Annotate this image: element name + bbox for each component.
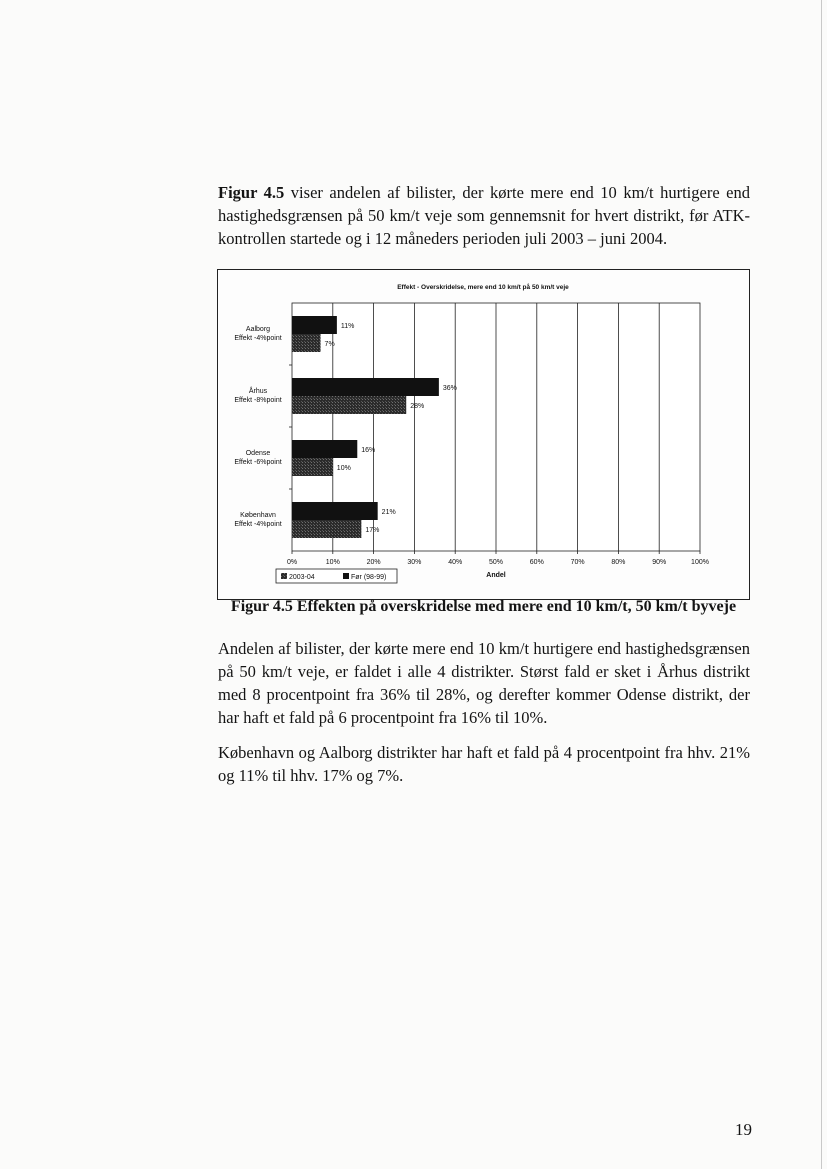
figure-frame xyxy=(217,269,750,600)
category-effect-label: Effekt -4%point xyxy=(234,335,282,342)
bar-before xyxy=(292,378,439,396)
bar-after xyxy=(292,334,321,352)
legend-entry: Før (98-99) xyxy=(351,574,387,581)
page-number: 19 xyxy=(735,1120,752,1139)
bar-before xyxy=(292,502,378,520)
bar-after xyxy=(292,458,333,476)
data-label: 28% xyxy=(410,403,425,410)
body-paragraph: Andelen af bilister, der kørte mere end 10 km/t hurtigere end hastighedsgrænsen på 50 km/t veje, er faldet i alle 4 distrikter. Størst fald er sket i Århus distrikt med 8 procentpoint fra 36% til 28%, og derefter kommer Odense distrikt, der har haft et fald på 6 procentpoint fra 16% til 10%. xyxy=(218,639,750,727)
x-tick-label: 70% xyxy=(570,559,585,566)
data-label: 7% xyxy=(324,341,335,348)
x-axis-label: Andel xyxy=(486,572,506,579)
figure-caption: Figur 4.5 Effekten på overskridelse med mere end 10 km/t, 50 km/t byveje xyxy=(230,598,737,615)
x-tick-label: 90% xyxy=(652,559,667,566)
category-label: Odense xyxy=(245,450,271,457)
body-paragraph: København og Aalborg distrikter har haft et fald på 4 procentpoint fra hhv. 21% og 11% til hhv. 17% og 7%. xyxy=(218,743,750,785)
category-label: København xyxy=(240,512,276,519)
x-tick-label: 50% xyxy=(488,559,504,566)
intro-paragraph xyxy=(218,181,750,250)
data-label: 11% xyxy=(340,323,355,330)
chart-title: Effekt - Overskridelse, mere end 10 km/t på 50 km/t veje xyxy=(397,284,569,291)
data-label: 21% xyxy=(381,509,396,516)
data-label: 16% xyxy=(361,447,376,454)
legend-swatch xyxy=(343,573,349,579)
figure-reference: Figur 4.5 xyxy=(218,183,285,202)
x-tick-label: 40% xyxy=(448,559,463,566)
plot-area xyxy=(234,303,709,583)
x-tick-label: 100% xyxy=(691,559,709,566)
x-tick-label: 60% xyxy=(529,559,544,566)
bar-before xyxy=(292,440,357,458)
category-label: Århus xyxy=(248,388,268,395)
category-label: Aalborg xyxy=(245,326,271,333)
x-tick-label: 30% xyxy=(407,559,422,566)
legend-entry: 2003-04 xyxy=(289,574,315,581)
x-tick-label: 80% xyxy=(611,559,626,566)
x-tick-label: 10% xyxy=(325,559,340,566)
bar-after xyxy=(292,396,406,414)
intro-text: viser andelen af bilister, der kørte mere end 10 km/t hurtigere end hastighedsgrænsen på 50 km/t veje som gennemsnit for hvert distrikt, før ATK-kontrollen startede og i 12 måneders perioden juli 2003 – juni 2004. xyxy=(218,183,751,248)
data-label: 36% xyxy=(442,385,457,392)
category-effect-label: Effekt -4%point xyxy=(234,521,282,528)
bar-after xyxy=(292,520,361,538)
data-label: 17% xyxy=(365,527,380,534)
x-tick-label: 20% xyxy=(366,559,381,566)
x-tick-label: 0% xyxy=(286,559,298,566)
category-effect-label: Effekt -6%point xyxy=(234,459,282,466)
page-edge-line xyxy=(821,0,822,1169)
bar-before xyxy=(292,316,337,334)
category-effect-label: Effekt -8%point xyxy=(234,397,282,404)
bar-chart xyxy=(218,270,749,599)
data-label: 10% xyxy=(336,465,351,472)
legend-swatch xyxy=(281,573,287,579)
